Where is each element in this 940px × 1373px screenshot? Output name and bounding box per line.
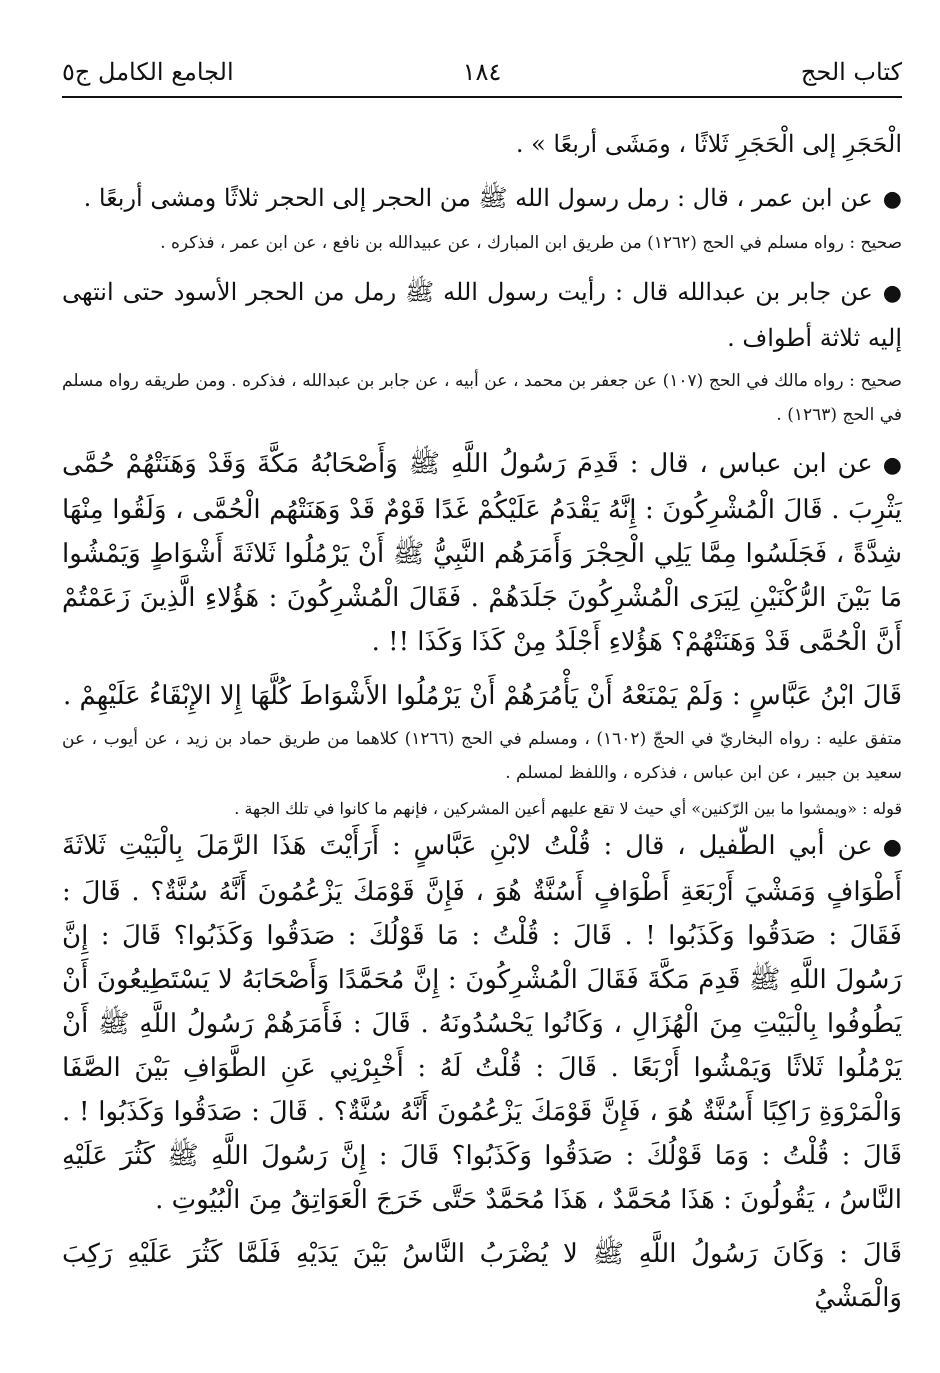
page-number: ١٨٤ [462,58,502,86]
hadith-text: عن جابر بن عبدالله قال : رأيت رسول الله ﷺ رمل من الحجر الأسود حتى انتهى إليه ثلاثة أطواف . [62,278,902,352]
takhrij-note: متفق عليه : رواه البخاريّ في الحجّ (١٦٠٢) ، ومسلم في الحج (١٢٦٦) كلاهما من طريق حماد بن زيد ، عن أيوب ، عن سعيد بن جبير ، عن ابن عباس ، فذكره ، واللفظ لمسلم . [62,729,902,783]
page-body [62,122,902,1320]
hadith-continuation-end: قَالَ : وَكَانَ رَسُولُ اللَّهِ ﷺ لا يُضْرَبُ النَّاسُ بَيْنَ يَدَيْهِ فَلَمَّا كَثُرَ عَلَيْهِ رَكِبَ وَالْمَشْيُ [62,1239,902,1313]
bullet-icon: ● [882,453,902,478]
hadith-abu-tufail [62,824,902,1222]
takhrij-note: صحيح : رواه مسلم في الحج (١٢٦٢) من طريق ابن المبارك ، عن عبيدالله بن نافع ، عن ابن عمر ، فذكره . [160,233,902,253]
bullet-icon: ● [882,281,902,306]
hadith-text: عن ابن عباس ، قال : قَدِمَ رَسُولُ اللَّهِ ﷺ وَأَصْحَابُهُ مَكَّةَ وَقَدْ وَهَنَتْهُمْ حُمَّى يَثْرِبَ . قَالَ الْمُشْرِكُونَ : إِنَّهُ يَقْدَمُ عَلَيْكُمْ غَدًا قَوْمٌ قَدْ وَهَنَتْهُم الْحُمَّى ، وَلَقُوا مِنْهَا شِدَّةً ، فَجَلَسُوا مِمَّا يَلِي الْحِجْرَ وَأَمَرَهُم النَّبِيُّ ﷺ أَنْ يَرْمُلُوا ثَلاثَةَ أَشْوَاطٍ وَيَمْشُوا مَا بَيْنَ الرُّكْنَيْنِ لِيَرَى الْمُشْرِكُونَ جَلَدَهُمْ . فَقَالَ الْمُشْرِكُونَ : هَؤُلاءِ الَّذِينَ زَعَمْتُمْ أَنَّ الْحُمَّى قَدْ وَهَنَتْهُمْ؟ هَؤُلاءِ أَجْلَدُ مِنْ كَذَا وَكَذَا !! . [62,449,902,657]
hadith-text: عن ابن عمر ، قال : رمل رسول الله ﷺ من الحجر إلى الحجر ثلاثًا ومشى أربعًا . [83,184,873,212]
explanation-note: قوله : «ويمشوا ما بين الرّكنين» أي حيث لا تقع عليهم أعين المشركين ، فإنهم ما كانوا في تلك الجهة . [234,799,902,818]
hadith-jabir [62,270,902,360]
takhrij-note: صحيح : رواه مالك في الحج (١٠٧) عن جعفر بن محمد ، عن أبيه ، عن جابر بن عبدالله ، فذكره . ومن طريقه رواه مسلم في الحج (١٢٦٣) . [62,371,902,425]
hadith-continuation: الْحَجَرِ إلى الْحَجَرِ ثَلاثًا ، ومَشَى أربعًا » . [515,130,902,158]
hadith-text: عن أبي الطّفيل ، قال : قُلْتُ لابْنِ عَبَّاسٍ : أَرَأَيْتَ هَذَا الرَّمَلَ بِالْبَيْتِ ثَلاثَةَ أَطْوَافٍ وَمَشْيَ أَرْبَعَةِ أَطْوَافٍ أَسُنَّةٌ هُوَ ، فَإِنَّ قَوْمَكَ يَزْعُمُونَ أَنَّهُ سُنَّةٌ؟ . قَالَ : فَقَالَ : صَدَقُوا وَكَذَبُوا ! . قَالَ : قُلْتُ : مَا قَوْلُكَ : صَدَقُوا وَكَذَبُوا؟ قَالَ : إِنَّ رَسُولَ اللَّهِ ﷺ قَدِمَ مَكَّةَ فَقَالَ الْمُشْرِكُونَ : إِنَّ مُحَمَّدًا وَأَصْحَابَهُ لا يَسْتَطِيعُونَ أَنْ يَطُوفُوا بِالْبَيْتِ مِنَ الْهُزَالِ ، وَكَانُوا يَحْسُدُونَهُ . قَالَ : فَأَمَرَهُمْ رَسُولُ اللَّهِ ﷺ أَنْ يَرْمُلُوا ثَلاثًا وَيَمْشُوا أَرْبَعًا . قَالَ : قُلْتُ لَهُ : أَخْبِرْنِي عَنِ الطَّوَافِ بَيْنَ الصَّفَا وَالْمَرْوَةِ رَاكِبًا أَسُنَّةٌ هُوَ ، فَإِنَّ قَوْمَكَ يَزْعُمُونَ أَنَّهُ سُنَّةٌ؟ . قَالَ : صَدَقُوا وَكَذَبُوا ! . قَالَ : قُلْتُ : وَمَا قَوْلُكَ : صَدَقُوا وَكَذَبُوا؟ قَالَ : إِنَّ رَسُولَ اللَّهِ ﷺ كَثُرَ عَلَيْهِ النَّاسُ ، يَقُولُونَ : هَذَا مُحَمَّدٌ ، هَذَا مُحَمَّدٌ حَتَّى خَرَجَ الْعَوَاتِقُ مِنَ الْبُيُوتِ . [62,831,902,1215]
page-header [62,54,902,98]
ibn-abbas-comment: قَالَ ابْنُ عَبَّاسٍ : وَلَمْ يَمْنَعْهُ أَنْ يَأْمُرَهُمْ أَنْ يَرْمُلُوا الأَشْوَاطَ كُلَّهَا إِلا الإِبْقَاءُ عَلَيْهِمْ . [62,681,902,711]
hadith-ibn-abbas [62,442,902,664]
book-title: كتاب الحج [800,58,902,86]
hadith-ibn-umar [62,176,902,222]
bullet-icon: ● [882,187,902,212]
bullet-icon: ● [882,835,902,860]
header-rule [62,96,902,98]
collection-title: الجامع الكامل ج٥ [62,58,234,86]
